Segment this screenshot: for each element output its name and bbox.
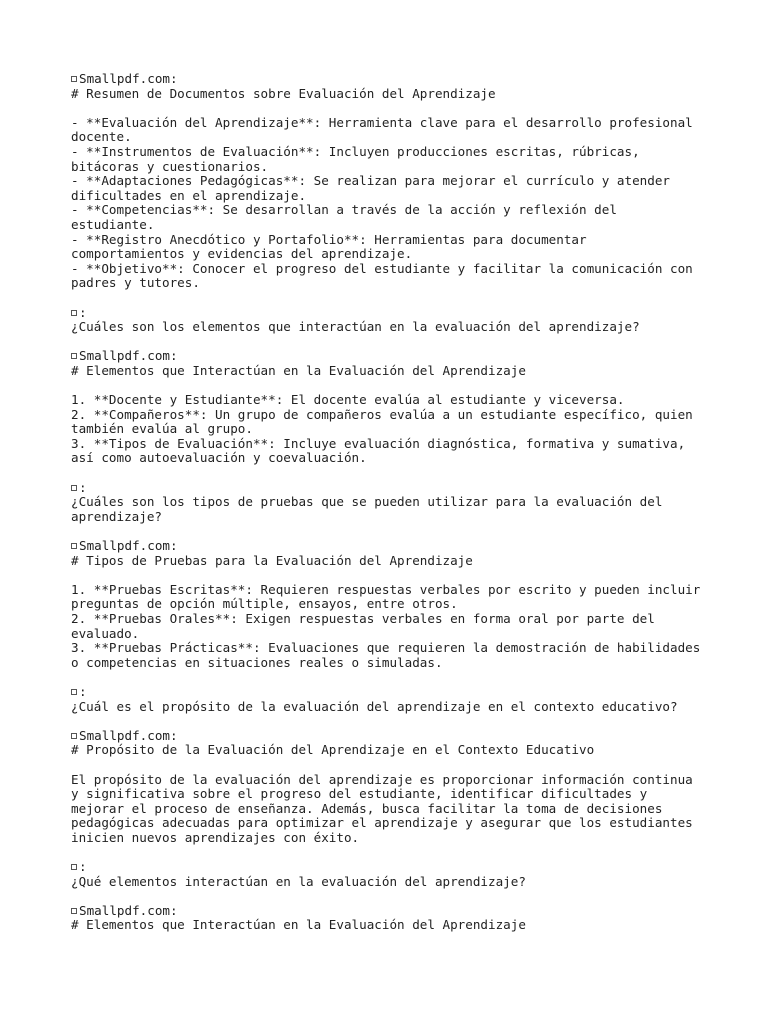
blank-line xyxy=(71,714,711,729)
text-line xyxy=(71,218,711,233)
line-text: 2. **Compañeros**: Un grupo de compañeros evalúa a un estudiante específico, quien xyxy=(71,406,693,422)
text-line xyxy=(71,262,711,277)
text-line xyxy=(71,816,711,831)
line-text: Smallpdf.com: xyxy=(79,71,178,86)
line-text: - **Adaptaciones Pedagógicas**: Se realizan para mejorar el currículo y atender xyxy=(71,173,670,189)
line-text: 2. **Pruebas Orales**: Exigen respuestas verbales en forma oral por parte del xyxy=(71,610,655,626)
text-line xyxy=(71,276,711,291)
line-text: Smallpdf.com: xyxy=(79,348,178,364)
text-line xyxy=(71,247,711,262)
line-text: padres y tutores. xyxy=(71,275,200,291)
missing-glyph-icon xyxy=(71,76,77,82)
blank-line xyxy=(71,845,711,860)
text-line xyxy=(71,656,711,671)
blank-line xyxy=(71,101,711,116)
text-line xyxy=(71,554,711,569)
text-line xyxy=(71,641,711,656)
missing-glyph-icon xyxy=(71,908,77,914)
text-line xyxy=(71,130,711,145)
missing-glyph-icon xyxy=(71,485,77,491)
line-text: estudiante. xyxy=(71,216,155,232)
missing-glyph-icon xyxy=(71,353,77,359)
missing-glyph-icon xyxy=(71,864,77,870)
line-text: # Elementos que Interactúan en la Evaluación del Aprendizaje xyxy=(71,917,526,933)
text-line xyxy=(71,422,711,437)
missing-glyph-icon xyxy=(71,689,77,695)
text-line xyxy=(71,87,711,102)
text-line xyxy=(71,612,711,627)
text-line xyxy=(71,583,711,598)
blank-line xyxy=(71,335,711,350)
speaker-label-line xyxy=(71,860,711,875)
line-text: - **Objetivo**: Conocer el progreso del estudiante y facilitar la comunicación con xyxy=(71,260,693,276)
text-line xyxy=(71,320,711,335)
text-line xyxy=(71,145,711,160)
document-body xyxy=(71,72,711,933)
line-text: - **Competencias**: Se desarrollan a través de la acción y reflexión del xyxy=(71,202,617,218)
text-line xyxy=(71,597,711,612)
speaker-label-line xyxy=(71,481,711,496)
text-line xyxy=(71,437,711,452)
text-line xyxy=(71,203,711,218)
speaker-label-line xyxy=(71,539,711,554)
line-text: - **Registro Anecdótico y Portafolio**: Herramientas para documentar xyxy=(71,231,587,247)
text-line xyxy=(71,160,711,175)
line-text: docente. xyxy=(71,129,132,145)
text-line xyxy=(71,802,711,817)
text-line xyxy=(71,393,711,408)
text-line xyxy=(71,116,711,131)
text-line xyxy=(71,510,711,525)
text-line xyxy=(71,189,711,204)
line-text: 1. **Pruebas Escritas**: Requieren respuestas verbales por escrito y pueden incluir xyxy=(71,581,701,597)
line-text: : xyxy=(79,479,87,495)
speaker-label-line xyxy=(71,72,711,87)
text-line xyxy=(71,627,711,642)
line-text: bitácoras y cuestionarios. xyxy=(71,158,269,174)
blank-line xyxy=(71,889,711,904)
speaker-label-line xyxy=(71,729,711,744)
speaker-label-line xyxy=(71,904,711,919)
line-text: : xyxy=(79,683,87,699)
line-text: mejorar el proceso de enseñanza. Además, busca facilitar la toma de decisiones xyxy=(71,800,663,816)
line-text: El propósito de la evaluación del aprendizaje es proporcionar información continua xyxy=(71,771,693,787)
line-text: 1. **Docente y Estudiante**: El docente evalúa al estudiante y viceversa. xyxy=(71,392,625,408)
line-text: # Elementos que Interactúan en la Evaluación del Aprendizaje xyxy=(71,362,526,378)
line-text: 3. **Pruebas Prácticas**: Evaluaciones que requieren la demostración de habilidades xyxy=(71,640,701,656)
line-text: ¿Cuál es el propósito de la evaluación del aprendizaje en el contexto educativo? xyxy=(71,698,678,714)
line-text: # Resumen de Documentos sobre Evaluación del Aprendizaje xyxy=(71,85,496,101)
line-text: pedagógicas adecuadas para optimizar el aprendizaje y asegurar que los estudiantes xyxy=(71,815,693,831)
missing-glyph-icon xyxy=(71,310,77,316)
text-line xyxy=(71,831,711,846)
text-line xyxy=(71,743,711,758)
line-text: 3. **Tipos de Evaluación**: Incluye evaluación diagnóstica, formativa y sumativa, xyxy=(71,435,686,451)
line-text: ¿Qué elementos interactúan en la evaluación del aprendizaje? xyxy=(71,873,526,889)
line-text: : xyxy=(79,304,87,320)
line-text: evaluado. xyxy=(71,625,140,641)
blank-line xyxy=(71,291,711,306)
line-text: dificultades en el aprendizaje. xyxy=(71,187,307,203)
text-line xyxy=(71,773,711,788)
text-line xyxy=(71,233,711,248)
text-line xyxy=(71,174,711,189)
speaker-label-line xyxy=(71,349,711,364)
line-text: Smallpdf.com: xyxy=(79,538,178,553)
line-text: ¿Cuáles son los tipos de pruebas que se pueden utilizar para la evaluación del xyxy=(71,494,663,510)
line-text: preguntas de opción múltiple, ensayos, entre otros. xyxy=(71,596,458,612)
speaker-label-line xyxy=(71,306,711,321)
line-text: - **Instrumentos de Evaluación**: Incluyen producciones escritas, rúbricas, xyxy=(71,143,640,159)
line-text: # Propósito de la Evaluación del Aprendizaje en el Contexto Educativo xyxy=(71,742,595,758)
line-text: o competencias en situaciones reales o simuladas. xyxy=(71,654,443,670)
blank-line xyxy=(71,758,711,773)
line-text: : xyxy=(79,859,87,875)
line-text: inicien nuevos aprendizajes con éxito. xyxy=(71,829,360,845)
text-line xyxy=(71,918,711,933)
text-line xyxy=(71,408,711,423)
line-text: también evalúa al grupo. xyxy=(71,421,253,437)
missing-glyph-icon xyxy=(71,543,77,549)
line-text: Smallpdf.com: xyxy=(79,727,178,743)
text-line xyxy=(71,495,711,510)
text-line xyxy=(71,364,711,379)
line-text: # Tipos de Pruebas para la Evaluación del Aprendizaje xyxy=(71,552,473,568)
blank-line xyxy=(71,466,711,481)
line-text: y significativa sobre el progreso del estudiante, identificar dificultades y xyxy=(71,786,648,802)
speaker-label-line xyxy=(71,685,711,700)
text-line xyxy=(71,700,711,715)
line-text: Smallpdf.com: xyxy=(79,902,178,918)
blank-line xyxy=(71,378,711,393)
missing-glyph-icon xyxy=(71,733,77,739)
text-line xyxy=(71,451,711,466)
text-line xyxy=(71,787,711,802)
line-text: - **Evaluación del Aprendizaje**: Herramienta clave para el desarrollo profesional xyxy=(71,114,693,130)
line-text: comportamientos y evidencias del aprendizaje. xyxy=(71,246,413,262)
line-text: ¿Cuáles son los elementos que interactúan en la evaluación del aprendizaje? xyxy=(71,319,640,335)
line-text: aprendizaje? xyxy=(71,508,162,524)
blank-line xyxy=(71,670,711,685)
line-text: así como autoevaluación y coevaluación. xyxy=(71,450,367,466)
blank-line xyxy=(71,568,711,583)
text-line xyxy=(71,875,711,890)
blank-line xyxy=(71,524,711,539)
